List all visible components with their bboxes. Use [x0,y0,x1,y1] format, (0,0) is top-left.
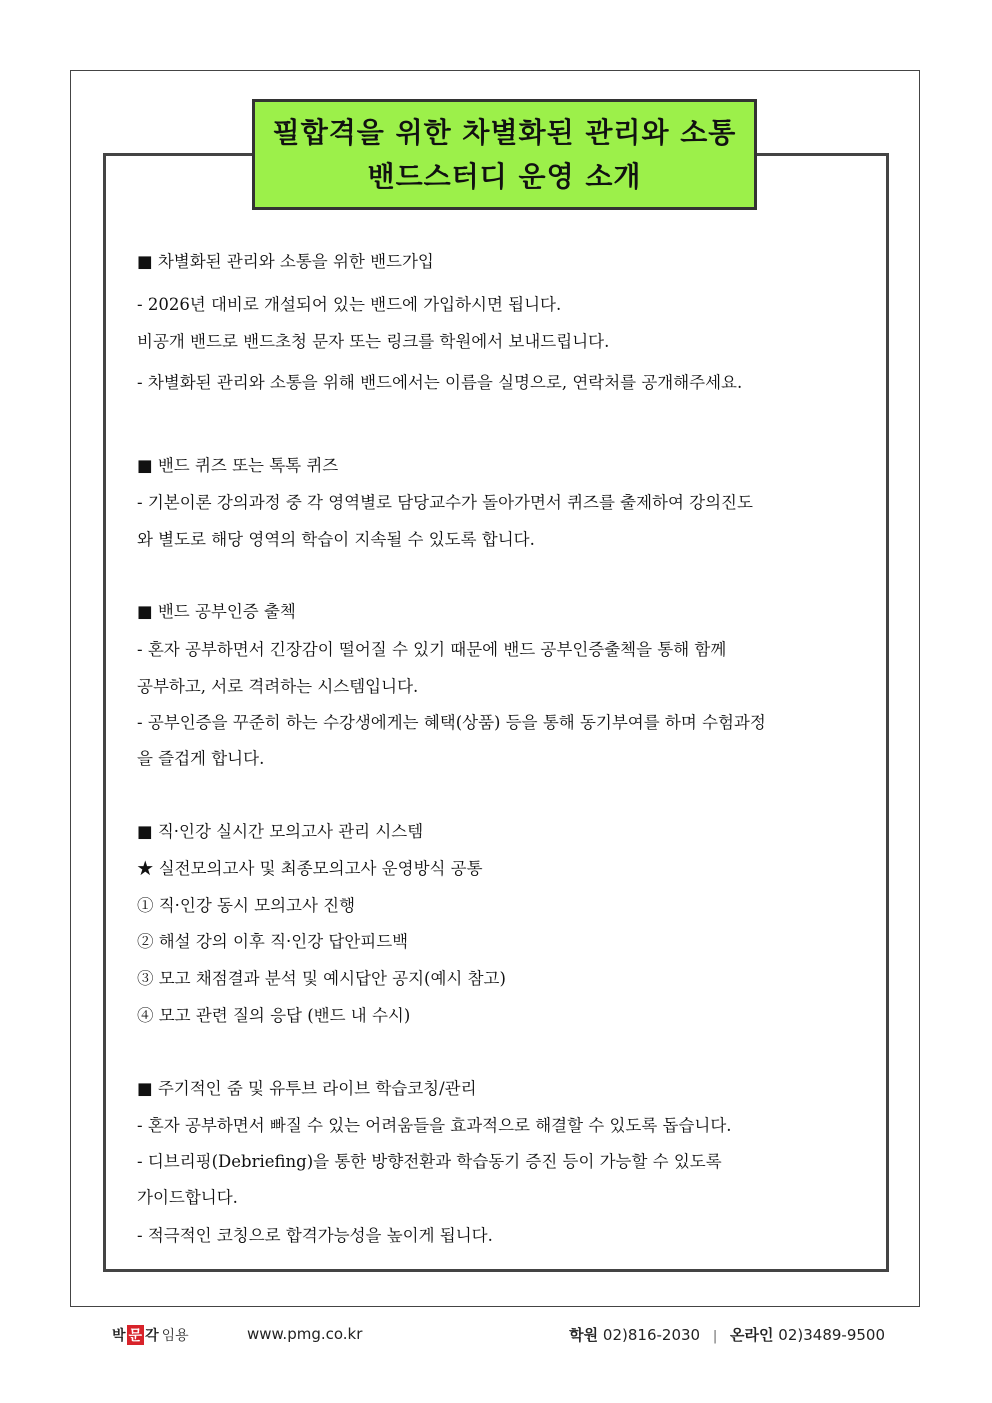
section-heading-quiz: ■ 밴드 퀴즈 또는 톡톡 퀴즈 [137,456,339,475]
section-heading-study-check: ■ 밴드 공부인증 출첵 [137,602,296,621]
academy-label: 학원 [569,1326,599,1344]
paragraph-line: - 적극적인 코칭으로 합격가능성을 높이게 됩니다. [137,1226,493,1245]
paragraph-line: - 혼자 공부하면서 빠질 수 있는 어려움들을 효과적으로 해결할 수 있도록 돕습니다. [137,1116,732,1135]
paragraph-line: - 공부인증을 꾸준히 하는 수강생에게는 혜택(상품) 등을 통해 동기부여를 하며 수험과정 [137,713,766,732]
paragraph-line: 비공개 밴드로 밴드초청 문자 또는 링크를 학원에서 보내드립니다. [137,332,610,351]
list-item: ① 직·인강 동시 모의고사 진행 [137,896,356,915]
paragraph-line: - 차별화된 관리와 소통을 위해 밴드에서는 이름을 실명으로, 연락처를 공개해주세요. [137,373,743,392]
paragraph-line: 을 즐겁게 합니다. [137,749,265,768]
online-label: 온라인 [730,1326,774,1344]
paragraph-line: - 2026년 대비로 개설되어 있는 밴드에 가입하시면 됩니다. [137,295,562,314]
title-banner [252,99,757,210]
list-item: ② 해설 강의 이후 직·인강 답안피드백 [137,932,409,951]
contact-info [569,1324,885,1345]
paragraph-line: - 기본이론 강의과정 중 각 영역별로 담당교수가 돌아가면서 퀴즈를 출제하여 강의진도 [137,493,753,512]
logo-text: 각 [145,1328,159,1344]
publisher-logo [112,1325,189,1345]
online-phone: 02)3489-9500 [778,1326,885,1344]
paragraph-line: 가이드합니다. [137,1188,238,1207]
paragraph-line: - 혼자 공부하면서 긴장감이 떨어질 수 있기 때문에 밴드 공부인증출첵을 통해 함께 [137,640,727,659]
logo-highlight: 문 [127,1325,145,1345]
section-heading-mock-exam: ■ 직·인강 실시간 모의고사 관리 시스템 [137,822,424,841]
paragraph-line: 와 별도로 해당 영역의 학습이 지속될 수 있도록 합니다. [137,530,535,549]
title-line-2: 밴드스터디 운영 소개 [367,159,642,193]
contact-divider: | [712,1329,718,1344]
logo-text: 박 [112,1328,126,1344]
section-heading-coaching: ■ 주기적인 줌 및 유투브 라이브 학습코칭/관리 [137,1079,477,1098]
paragraph-line: ★ 실전모의고사 및 최종모의고사 운영방식 공통 [137,859,483,878]
paragraph-line: 공부하고, 서로 격려하는 시스템입니다. [137,677,419,696]
section-heading-band-join: ■ 차별화된 관리와 소통을 위한 밴드가입 [137,252,434,271]
logo-subtitle: 임용 [161,1328,189,1344]
paragraph-line: - 디브리핑(Debriefing)을 통한 방향전환과 학습동기 증진 등이 가능할 수 있도록 [137,1152,722,1171]
title-line-1: 필합격을 위한 차별화된 관리와 소통 [272,115,737,149]
footer [0,1320,992,1350]
website-link[interactable]: www.pmg.co.kr [247,1325,363,1343]
list-item: ③ 모고 채점결과 분석 및 예시답안 공지(예시 참고) [137,969,506,988]
academy-phone: 02)816-2030 [602,1326,701,1344]
list-item: ④ 모고 관련 질의 응답 (밴드 내 수시) [137,1006,411,1025]
